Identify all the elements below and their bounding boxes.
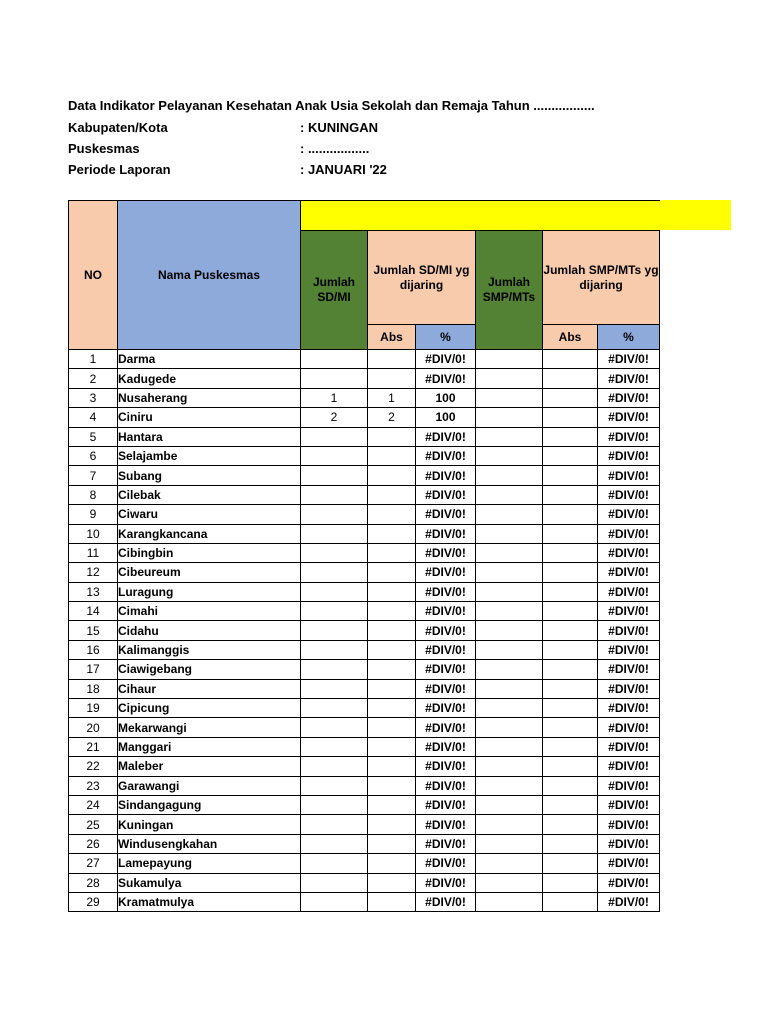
jumlah-smp-cell <box>476 660 543 679</box>
row-no: 14 <box>69 602 118 621</box>
row-no: 13 <box>69 582 118 601</box>
row-no: 26 <box>69 834 118 853</box>
jumlah-smp-cell <box>476 834 543 853</box>
jumlah-smp-cell <box>476 892 543 911</box>
sd-pct-cell: #DIV/0! <box>416 854 476 873</box>
table-row <box>69 776 660 795</box>
sd-pct-cell: #DIV/0! <box>416 699 476 718</box>
puskesmas-name: Selajambe <box>118 446 301 465</box>
smp-abs-cell <box>543 582 598 601</box>
row-no: 27 <box>69 854 118 873</box>
smp-pct-cell: #DIV/0! <box>598 524 660 543</box>
jumlah-sd-cell: 2 <box>301 408 368 427</box>
smp-pct-cell: #DIV/0! <box>598 834 660 853</box>
sd-abs-cell <box>368 699 416 718</box>
sd-abs-cell: 2 <box>368 408 416 427</box>
smp-pct-cell: #DIV/0! <box>598 795 660 814</box>
sd-abs-cell <box>368 834 416 853</box>
jumlah-smp-cell <box>476 505 543 524</box>
table-row <box>69 679 660 698</box>
row-no: 4 <box>69 408 118 427</box>
smp-abs-cell <box>543 640 598 659</box>
smp-pct-cell: #DIV/0! <box>598 621 660 640</box>
jumlah-sd-cell <box>301 505 368 524</box>
sd-abs-cell <box>368 892 416 911</box>
puskesmas-name: Hantara <box>118 427 301 446</box>
smp-pct-cell: #DIV/0! <box>598 815 660 834</box>
sd-abs-cell <box>368 582 416 601</box>
header-smp-pct: % <box>598 325 660 350</box>
puskesmas-name: Garawangi <box>118 776 301 795</box>
puskesmas-name: Kuningan <box>118 815 301 834</box>
smp-pct-cell: #DIV/0! <box>598 660 660 679</box>
header-smp-dijaring: Jumlah SMP/MTs yg dijaring <box>543 231 660 325</box>
sd-pct-cell: #DIV/0! <box>416 679 476 698</box>
smp-abs-cell <box>543 660 598 679</box>
sd-abs-cell <box>368 873 416 892</box>
table-row <box>69 873 660 892</box>
smp-pct-cell: #DIV/0! <box>598 640 660 659</box>
puskesmas-label: Puskesmas <box>68 141 140 156</box>
smp-pct-cell: #DIV/0! <box>598 582 660 601</box>
jumlah-smp-cell <box>476 815 543 834</box>
row-no: 23 <box>69 776 118 795</box>
smp-pct-cell: #DIV/0! <box>598 854 660 873</box>
sd-pct-cell: #DIV/0! <box>416 602 476 621</box>
jumlah-sd-cell <box>301 776 368 795</box>
sd-pct-cell: #DIV/0! <box>416 621 476 640</box>
sd-abs-cell <box>368 427 416 446</box>
sd-abs-cell <box>368 563 416 582</box>
row-no: 17 <box>69 660 118 679</box>
puskesmas-name: Kramatmulya <box>118 892 301 911</box>
puskesmas-name: Darma <box>118 350 301 369</box>
kabupaten-value: : KUNINGAN <box>300 120 378 135</box>
smp-pct-cell: #DIV/0! <box>598 505 660 524</box>
table-row <box>69 427 660 446</box>
smp-pct-cell: #DIV/0! <box>598 427 660 446</box>
jumlah-smp-cell <box>476 427 543 446</box>
jumlah-smp-cell <box>476 388 543 407</box>
jumlah-sd-cell <box>301 427 368 446</box>
jumlah-smp-cell <box>476 699 543 718</box>
sd-pct-cell: #DIV/0! <box>416 524 476 543</box>
smp-pct-cell: #DIV/0! <box>598 699 660 718</box>
jumlah-sd-cell <box>301 563 368 582</box>
jumlah-sd-cell <box>301 602 368 621</box>
jumlah-smp-cell <box>476 485 543 504</box>
sd-abs-cell <box>368 854 416 873</box>
smp-abs-cell <box>543 834 598 853</box>
jumlah-smp-cell <box>476 408 543 427</box>
sd-abs-cell <box>368 815 416 834</box>
sd-abs-cell <box>368 524 416 543</box>
sd-abs-cell <box>368 369 416 388</box>
row-no: 18 <box>69 679 118 698</box>
row-no: 1 <box>69 350 118 369</box>
sd-abs-cell <box>368 679 416 698</box>
smp-abs-cell <box>543 718 598 737</box>
sd-pct-cell: #DIV/0! <box>416 776 476 795</box>
smp-abs-cell <box>543 524 598 543</box>
puskesmas-name: Cidahu <box>118 621 301 640</box>
sd-abs-cell <box>368 466 416 485</box>
smp-abs-cell <box>543 795 598 814</box>
table-row <box>69 388 660 407</box>
table-row <box>69 543 660 562</box>
jumlah-sd-cell <box>301 369 368 388</box>
smp-abs-cell <box>543 737 598 756</box>
row-no: 12 <box>69 563 118 582</box>
sd-pct-cell: #DIV/0! <box>416 660 476 679</box>
puskesmas-name: Kalimanggis <box>118 640 301 659</box>
smp-pct-cell: #DIV/0! <box>598 737 660 756</box>
row-no: 25 <box>69 815 118 834</box>
smp-abs-cell <box>543 543 598 562</box>
puskesmas-name: Manggari <box>118 737 301 756</box>
smp-pct-cell: #DIV/0! <box>598 369 660 388</box>
jumlah-sd-cell <box>301 446 368 465</box>
puskesmas-name: Cipicung <box>118 699 301 718</box>
sd-abs-cell <box>368 621 416 640</box>
smp-abs-cell <box>543 563 598 582</box>
table-row <box>69 621 660 640</box>
puskesmas-name: Lamepayung <box>118 854 301 873</box>
puskesmas-value: : ................. <box>300 141 370 156</box>
smp-pct-cell: #DIV/0! <box>598 892 660 911</box>
sd-pct-cell: #DIV/0! <box>416 466 476 485</box>
sd-abs-cell <box>368 737 416 756</box>
jumlah-sd-cell <box>301 757 368 776</box>
row-no: 22 <box>69 757 118 776</box>
jumlah-sd-cell <box>301 834 368 853</box>
jumlah-smp-cell <box>476 563 543 582</box>
row-no: 8 <box>69 485 118 504</box>
sd-pct-cell: #DIV/0! <box>416 815 476 834</box>
jumlah-sd-cell <box>301 350 368 369</box>
row-no: 7 <box>69 466 118 485</box>
jumlah-sd-cell: 1 <box>301 388 368 407</box>
sd-pct-cell: #DIV/0! <box>416 834 476 853</box>
table-row <box>69 582 660 601</box>
sd-abs-cell <box>368 718 416 737</box>
smp-abs-cell <box>543 621 598 640</box>
smp-pct-cell: #DIV/0! <box>598 485 660 504</box>
sd-abs-cell <box>368 485 416 504</box>
table-row <box>69 466 660 485</box>
row-no: 15 <box>69 621 118 640</box>
smp-abs-cell <box>543 679 598 698</box>
row-no: 5 <box>69 427 118 446</box>
row-no: 24 <box>69 795 118 814</box>
table-row <box>69 815 660 834</box>
jumlah-smp-cell <box>476 873 543 892</box>
smp-pct-cell: #DIV/0! <box>598 388 660 407</box>
smp-pct-cell: #DIV/0! <box>598 873 660 892</box>
jumlah-sd-cell <box>301 621 368 640</box>
row-no: 6 <box>69 446 118 465</box>
smp-abs-cell <box>543 873 598 892</box>
jumlah-sd-cell <box>301 795 368 814</box>
row-no: 19 <box>69 699 118 718</box>
smp-abs-cell <box>543 466 598 485</box>
smp-pct-cell: #DIV/0! <box>598 446 660 465</box>
smp-abs-cell <box>543 892 598 911</box>
row-no: 2 <box>69 369 118 388</box>
sd-pct-cell: #DIV/0! <box>416 543 476 562</box>
smp-abs-cell <box>543 854 598 873</box>
jumlah-smp-cell <box>476 350 543 369</box>
table-row <box>69 350 660 369</box>
table-row <box>69 369 660 388</box>
smp-pct-cell: #DIV/0! <box>598 776 660 795</box>
sd-pct-cell: #DIV/0! <box>416 737 476 756</box>
smp-abs-cell <box>543 602 598 621</box>
table-row <box>69 602 660 621</box>
row-no: 9 <box>69 505 118 524</box>
jumlah-sd-cell <box>301 679 368 698</box>
periode-value: : JANUARI '22 <box>300 162 387 177</box>
jumlah-smp-cell <box>476 621 543 640</box>
sd-pct-cell: #DIV/0! <box>416 582 476 601</box>
periode-label: Periode Laporan <box>68 162 171 177</box>
smp-abs-cell <box>543 408 598 427</box>
jumlah-smp-cell <box>476 369 543 388</box>
table-row <box>69 524 660 543</box>
table-row <box>69 563 660 582</box>
table-row <box>69 699 660 718</box>
table-row <box>69 640 660 659</box>
table-row <box>69 718 660 737</box>
smp-pct-cell: #DIV/0! <box>598 543 660 562</box>
puskesmas-name: Karangkancana <box>118 524 301 543</box>
smp-abs-cell <box>543 446 598 465</box>
sd-pct-cell: #DIV/0! <box>416 892 476 911</box>
smp-abs-cell <box>543 427 598 446</box>
puskesmas-name: Subang <box>118 466 301 485</box>
row-no: 28 <box>69 873 118 892</box>
header-smp-abs: Abs <box>543 325 598 350</box>
sd-abs-cell <box>368 446 416 465</box>
puskesmas-name: Nusaherang <box>118 388 301 407</box>
puskesmas-name: Cibingbin <box>118 543 301 562</box>
smp-pct-cell: #DIV/0! <box>598 679 660 698</box>
jumlah-smp-cell <box>476 524 543 543</box>
sd-abs-cell <box>368 505 416 524</box>
smp-abs-cell <box>543 485 598 504</box>
header-sd-dijaring: Jumlah SD/MI yg dijaring <box>368 231 476 325</box>
row-no: 29 <box>69 892 118 911</box>
sd-pct-cell: #DIV/0! <box>416 795 476 814</box>
jumlah-sd-cell <box>301 699 368 718</box>
header-no: NO <box>69 201 118 350</box>
header-yellow-cell <box>301 201 660 231</box>
puskesmas-name: Luragung <box>118 582 301 601</box>
smp-abs-cell <box>543 699 598 718</box>
sd-pct-cell: 100 <box>416 388 476 407</box>
row-no: 10 <box>69 524 118 543</box>
smp-abs-cell <box>543 757 598 776</box>
puskesmas-name: Sukamulya <box>118 873 301 892</box>
smp-pct-cell: #DIV/0! <box>598 563 660 582</box>
jumlah-sd-cell <box>301 640 368 659</box>
jumlah-smp-cell <box>476 543 543 562</box>
jumlah-smp-cell <box>476 757 543 776</box>
jumlah-sd-cell <box>301 815 368 834</box>
table-row <box>69 660 660 679</box>
puskesmas-name: Cihaur <box>118 679 301 698</box>
jumlah-smp-cell <box>476 718 543 737</box>
smp-pct-cell: #DIV/0! <box>598 602 660 621</box>
jumlah-smp-cell <box>476 602 543 621</box>
jumlah-smp-cell <box>476 776 543 795</box>
document-title: Data Indikator Pelayanan Kesehatan Anak Usia Sekolah dan Remaja Tahun ................. <box>68 98 595 113</box>
header-jumlah-sd: Jumlah SD/MI <box>301 231 368 350</box>
header-sd-pct: % <box>416 325 476 350</box>
indicator-table <box>68 200 660 912</box>
table-row <box>69 737 660 756</box>
table-row <box>69 834 660 853</box>
puskesmas-name: Mekarwangi <box>118 718 301 737</box>
smp-pct-cell: #DIV/0! <box>598 466 660 485</box>
table-row <box>69 485 660 504</box>
smp-pct-cell: #DIV/0! <box>598 757 660 776</box>
row-no: 16 <box>69 640 118 659</box>
sd-abs-cell <box>368 795 416 814</box>
jumlah-sd-cell <box>301 660 368 679</box>
puskesmas-name: Ciniru <box>118 408 301 427</box>
puskesmas-name: Kadugede <box>118 369 301 388</box>
smp-abs-cell <box>543 505 598 524</box>
sd-pct-cell: 100 <box>416 408 476 427</box>
jumlah-sd-cell <box>301 485 368 504</box>
puskesmas-name: Cilebak <box>118 485 301 504</box>
jumlah-sd-cell <box>301 524 368 543</box>
puskesmas-name: Maleber <box>118 757 301 776</box>
jumlah-sd-cell <box>301 873 368 892</box>
smp-abs-cell <box>543 388 598 407</box>
smp-pct-cell: #DIV/0! <box>598 718 660 737</box>
puskesmas-name: Cibeureum <box>118 563 301 582</box>
sd-pct-cell: #DIV/0! <box>416 757 476 776</box>
row-no: 21 <box>69 737 118 756</box>
sd-abs-cell <box>368 543 416 562</box>
puskesmas-name: Cimahi <box>118 602 301 621</box>
jumlah-sd-cell <box>301 737 368 756</box>
row-no: 20 <box>69 718 118 737</box>
smp-abs-cell <box>543 776 598 795</box>
sd-abs-cell: 1 <box>368 388 416 407</box>
puskesmas-name: Sindangagung <box>118 795 301 814</box>
jumlah-sd-cell <box>301 543 368 562</box>
jumlah-smp-cell <box>476 466 543 485</box>
table-row <box>69 408 660 427</box>
jumlah-sd-cell <box>301 892 368 911</box>
table-row <box>69 505 660 524</box>
sd-pct-cell: #DIV/0! <box>416 640 476 659</box>
sd-abs-cell <box>368 640 416 659</box>
sd-pct-cell: #DIV/0! <box>416 718 476 737</box>
puskesmas-name: Ciawigebang <box>118 660 301 679</box>
jumlah-smp-cell <box>476 679 543 698</box>
header-sd-abs: Abs <box>368 325 416 350</box>
row-no: 3 <box>69 388 118 407</box>
table-row <box>69 795 660 814</box>
jumlah-sd-cell <box>301 718 368 737</box>
jumlah-smp-cell <box>476 737 543 756</box>
puskesmas-name: Ciwaru <box>118 505 301 524</box>
jumlah-sd-cell <box>301 582 368 601</box>
jumlah-sd-cell <box>301 466 368 485</box>
sd-pct-cell: #DIV/0! <box>416 505 476 524</box>
sd-pct-cell: #DIV/0! <box>416 427 476 446</box>
header-nama-puskesmas: Nama Puskesmas <box>118 201 301 350</box>
puskesmas-name: Windusengkahan <box>118 834 301 853</box>
smp-abs-cell <box>543 350 598 369</box>
sd-abs-cell <box>368 776 416 795</box>
jumlah-smp-cell <box>476 795 543 814</box>
jumlah-smp-cell <box>476 582 543 601</box>
header-jumlah-smp: Jumlah SMP/MTs <box>476 231 543 350</box>
table-row <box>69 892 660 911</box>
row-no: 11 <box>69 543 118 562</box>
jumlah-smp-cell <box>476 446 543 465</box>
jumlah-smp-cell <box>476 640 543 659</box>
kabupaten-label: Kabupaten/Kota <box>68 120 168 135</box>
smp-abs-cell <box>543 815 598 834</box>
sd-abs-cell <box>368 602 416 621</box>
table-row <box>69 446 660 465</box>
sd-pct-cell: #DIV/0! <box>416 873 476 892</box>
sd-abs-cell <box>368 757 416 776</box>
jumlah-smp-cell <box>476 854 543 873</box>
smp-pct-cell: #DIV/0! <box>598 350 660 369</box>
sd-pct-cell: #DIV/0! <box>416 485 476 504</box>
table-row <box>69 854 660 873</box>
smp-abs-cell <box>543 369 598 388</box>
smp-pct-cell: #DIV/0! <box>598 408 660 427</box>
table-row <box>69 757 660 776</box>
sd-pct-cell: #DIV/0! <box>416 563 476 582</box>
sd-pct-cell: #DIV/0! <box>416 350 476 369</box>
sd-abs-cell <box>368 350 416 369</box>
sd-pct-cell: #DIV/0! <box>416 446 476 465</box>
jumlah-sd-cell <box>301 854 368 873</box>
sd-abs-cell <box>368 660 416 679</box>
sd-pct-cell: #DIV/0! <box>416 369 476 388</box>
